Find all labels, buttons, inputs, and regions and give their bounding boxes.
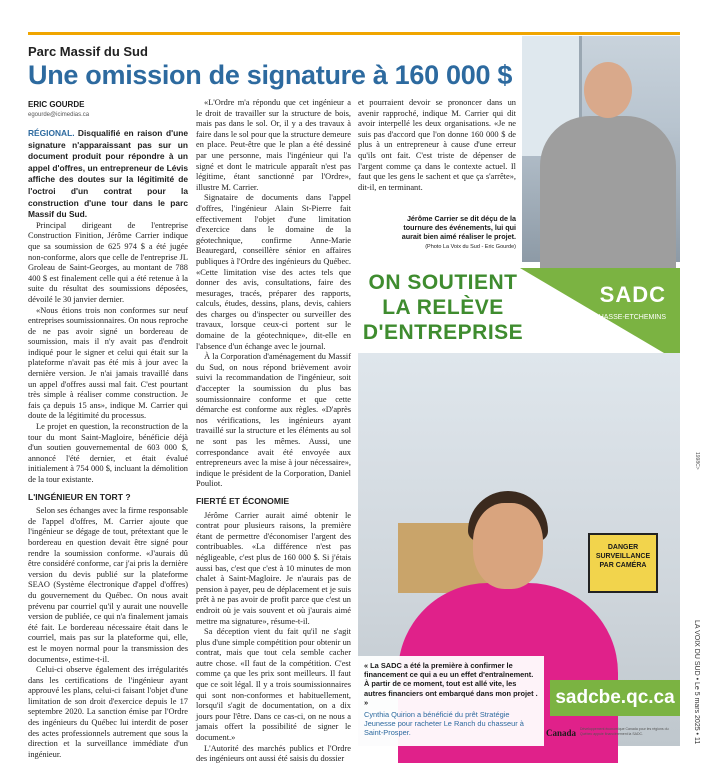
paragraph: Le projet en question, la reconstruction de la tour du mont Saint-Magloire, bénéficie déjà d'un soutien gouvernemental de 603 000 $, annoncé l'été dernier, et était évalué initialement à 754 000 $, incluant la démolition de la tour existante.: [28, 422, 188, 484]
testimonial-quote: « La SADC a été la première à confirmer le financement ce qui a eu un effet d'entraînement. À partir de ce moment, tout est allé vite, les autres financiers ont embarqué dans mon projet . »: [364, 661, 538, 707]
paragraph: Jérôme Carrier aurait aimé obtenir le contrat pour plusieurs raisons, la première étant de permettre d'économiser l'argent des contribuables. «La différence n'est pas négligeable, c'est plus de 160 000 $. Si j'étais aussi bas, c'est que c'est à 10 minutes de mon chalet à Saint-Magloire. Je n'aurais pas de pension à payer, peu de déplacement et je suis prêt à ne pas avoir de profit parce que c'est un endroit où je vais souvent et où j'aurais aimé mettre ma signature», résume-t-il.: [196, 510, 351, 626]
paragraph: «Nous étions trois non conformes sur neuf entreprises soumissionnaires. On nous reproche de ne pas avoir signé un bordereau de soumission, mais il n'y avait pas d'endroit indiqué pour le signer et celui qui était sur la plateforme n'avait pas été mis à jour avec la dernière version. Je n'ai jamais travaillé dans un appel d'offres aussi mal fait. C'est pourtant très simple à réaliser comme construction. Je fais ça depuis 15 ans», indique M. Carrier qui doute de la légitimité du processus.: [28, 305, 188, 421]
author-byline: ERIC GOURDE: [28, 100, 85, 109]
person-head: [584, 62, 632, 118]
author-email[interactable]: egourde@icimedias.ca: [28, 112, 90, 118]
testimonial-box: [358, 656, 544, 746]
paragraph: Selon ses échanges avec la firme responsable de l'appel d'offres, M. Carrier ajoute que l'ingénieur se dégage de tout, prétextant que le bordereau en question devait être signé pour rendre la soumission conforme. «J'aurais dû être considéré conforme, car j'ai pris la dernière version du devis publié sur la plateforme SEAO (Système électronique d'appel d'offres) du gouvernement du Québec. On nous avait prévenu par courriel qu'il y aurait une nouvelle version de publiée, ce qui n'a finalement jamais été fait. Le bordereau nécessaire était dans le courriel, mais pas sur la plateforme qui, elle, est le moyen normal pour la transmission des documents», estime-t-il.: [28, 506, 188, 664]
photo-caption: [392, 214, 516, 252]
paragraph: Celui-ci observe également des irrégularités dans les certifications de l'ingénieur ayant approuvé les plans, celui-ci faisant l'objet d'une limitation de son droit d'exercice depuis le 17 septembre 2020. La sanction émise par l'Ordre des ingénieurs du Québec lui interdit de poser des actes professionnels autrement que sous la direction et la surveillance immédiate d'un ingénieur.: [28, 665, 188, 759]
paragraph: Principal dirigeant de l'entreprise Construction Finition, Jérôme Carrier indique que sa soumission de 625 974 $ a été jugée non-conforme, alors que celle de l'entreprise JL Groleau de Saint-Georges, au montant de 788 400 $ est finalement celle qui a été retenue à la suite du résultat des soumissions déposées, dévoilé le 30 janvier dernier.: [28, 220, 188, 304]
paragraph: Sa déception vient du fait qu'il ne s'agit plus d'une simple compétition pour obtenir un contrat, mais que tout cela semble cacher autre chose. «Il faut de la compétition. C'est comme ça que les prix sont meilleurs. Il faut que ce soit légal. Il y a trois soumissionnaires qui sont non-conformes et habituellement, lorsqu'il s'agit de documentation, on a dix jours pour l'être. Dans ce cas-ci, on ne nous a jamais offert la possibilité de signer le document.»: [196, 627, 351, 743]
ad-slogan: ON SOUTIENT LA RELÈVE D'ENTREPRISE: [362, 271, 524, 344]
paragraph: À la Corporation d'aménagement du Massif du Sud, on nous répond brièvement avoir suivi la recommandation de l'ingénieur, soit d'accepter la soumission du plus bas soumissionnaire conforme et que cette démarche est conforme aux règles. «D'après nos vérifications, les ingénieurs ayant travaillé sur la structure et les éléments au sol ne sont pas les mêmes. Aussi, une correspondance avait été envoyée aux entrepreneurs avec la mise à jour nécessaire», indique le président de la Corporation, Daniel Pouliot.: [196, 352, 351, 489]
danger-sign: DANGER SURVEILLANCE PAR CAMÉRA: [588, 533, 658, 593]
woman-face: [473, 503, 543, 589]
portrait-photo: [522, 36, 680, 262]
sadc-advertisement[interactable]: [358, 268, 680, 746]
article-column-2: [196, 98, 351, 764]
subheading: FIERTÉ ET ÉCONOMIE: [196, 495, 290, 506]
photo-credit: (Photo La Voix du Sud - Eric Gourde): [425, 244, 516, 250]
region-tag: RÉGIONAL.: [28, 128, 75, 138]
website-link[interactable]: sadcbe.qc.ca: [550, 680, 680, 716]
sadc-logo: SADC: [599, 282, 666, 307]
subheading: L'INGÉNIEUR EN TORT ?: [28, 491, 131, 502]
headline: Une omission de signature à 160 000 $: [28, 60, 513, 90]
lead-text: Disqualifié en raison d'une signature n'apparaissant pas sur un document produit pour répondre à un appel d'offres, un entrepreneur de Lévis affiche des doutes sur la légitimité de l'octroi d'un contrat pour la construction d'une tour dans le parc Massif du Sud.: [28, 128, 189, 220]
caption-text: Jérôme Carrier se dit déçu de la tournure des événements, lui qui aurait bien aimé réaliser le projet.: [401, 214, 516, 241]
section-label: Parc Massif du Sud: [28, 44, 148, 59]
top-accent-bar: [28, 32, 680, 35]
paragraph: et pourraient devoir se prononcer dans un avenir rapproché, indique M. Carrier qui dit avoir interpellé les deux organisations. «Je ne suis pas d'accord que l'on donne 160 000 $ de plus à un entrepreneur à cause d'une erreur qu'ils ont fait. C'est triste de dépenser de l'argent comme ça dans le contexte actuel. Il faut que les gens le sachent et que ça s'arrête», dit-il, en terminant.: [358, 98, 516, 192]
testimonial-author: Cynthia Quirion a bénéficié du prêt Stratégie Jeunesse pour racheter Le Ranch du chasseur à Saint-Prosper.: [364, 710, 524, 738]
ad-fineprint: Développement économique Canada pour les régions du Québec appuie financièrement la SADC.: [580, 727, 669, 736]
person-body: [540, 116, 676, 276]
paragraph: «L'Ordre m'a répondu que cet ingénieur a le droit de travailler sur la structure de bois, mais pas dans le sol. Or, il y a des travaux à faire dans le sol pour que la structure demeure en place. Peut-être que le plan a été dessiné par une personne, mais l'ingénieur qui l'a signé et dont le matricule apparaît n'est pas légitime, étant sanctionné par l'Ordre», illustre M. Carrier.: [196, 98, 351, 192]
sadc-region: BELLECHASSE-ETCHEMINS: [571, 314, 666, 321]
paragraph: L'Autorité des marchés publics et l'Ordre des ingénieurs ont aussi été saisis du dossier: [196, 743, 351, 764]
page-folio: LA VOIX DU SUD • Le 5 mars 2025 • 11: [693, 620, 700, 745]
article-column-1: [28, 128, 188, 758]
lead-paragraph: [28, 128, 188, 221]
paragraph: Signataire de documents dans l'appel d'offres, l'ingénieur Alain St-Pierre fait effectivement l'objet d'une limitation d'exercice dans le domaine de la géotechnique, confirme Anne-Marie Beauregard, conseillère sénior en affaires publiques à l'Ordre des ingénieurs du Québec. «Cette limitation vise des actes tels que donner des avis, consultations, faire des mesurages, tracés, préparer des rapports, calculs, études, dessins, plans, devis, cahiers des charges ou d'inspecter ou surveiller des travaux, lorsque ceux-ci portent sur le domaine de la géotechnique», dit-elle en l'absence d'un échange avec le journal.: [196, 193, 351, 351]
ad-code: 1998C>: [694, 452, 700, 470]
canada-wordmark: Canada: [546, 728, 577, 738]
